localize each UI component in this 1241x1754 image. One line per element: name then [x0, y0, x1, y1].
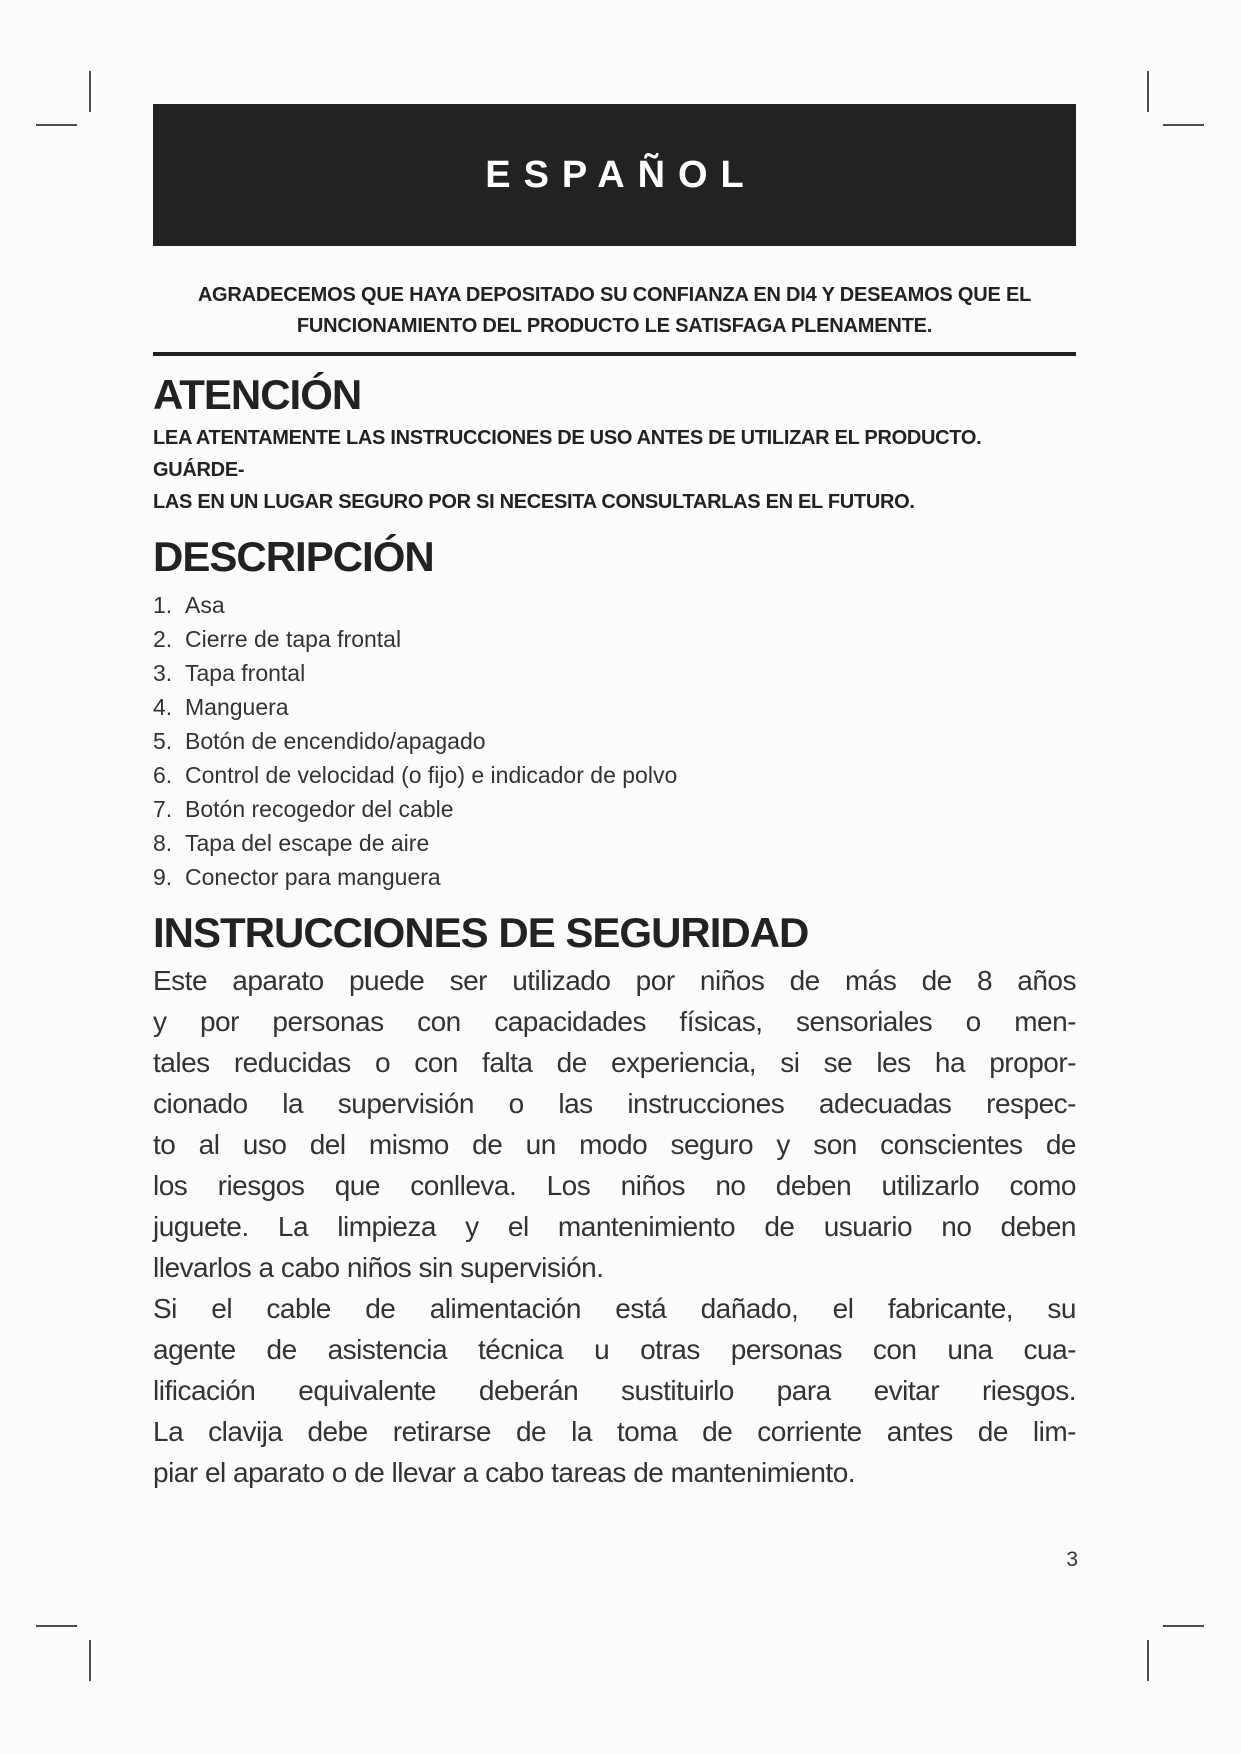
section-title-atencion: ATENCIÓN: [153, 371, 362, 418]
text-line: FUNCIONAMIENTO DEL PRODUCTO LE SATISFAGA PLENAMENTE.: [296, 315, 933, 337]
text-line: llevarlos a cabo niños sin supervisión.: [153, 1252, 604, 1283]
list-item-number: 1.: [153, 592, 173, 618]
list-item-label: Conector para manguera: [185, 864, 441, 890]
list-item-label: Tapa frontal: [185, 660, 306, 686]
page-title: ESPAÑOL: [485, 153, 757, 196]
list-item: [153, 690, 1076, 724]
text-line: Si el cable de alimentación está dañado, el fabricante, su: [153, 1293, 1076, 1324]
list-item-number: 9.: [153, 864, 173, 890]
list-item-number: 6.: [153, 762, 173, 788]
intro-text: [153, 280, 1076, 342]
crop-mark: [1147, 71, 1149, 112]
security-paragraph: [153, 1288, 1076, 1493]
list-item: [153, 656, 1076, 690]
text-line: to al uso del mismo de un modo seguro y son conscientes de: [153, 1129, 1076, 1160]
section-title-descripcion: DESCRIPCIÓN: [153, 533, 434, 580]
list-item: [153, 588, 1076, 622]
text-line: agente de asistencia técnica u otras personas con una cua-: [153, 1334, 1076, 1365]
list-item-number: 7.: [153, 796, 173, 822]
security-paragraph: [153, 960, 1076, 1288]
list-item-label: Botón recogedor del cable: [185, 796, 454, 822]
section-title-seguridad: INSTRUCCIONES DE SEGURIDAD: [153, 909, 809, 956]
text-line: cionado la supervisión o las instrucciones adecuadas respec-: [153, 1088, 1076, 1119]
text-line: lificación equivalente deberán sustituirlo para evitar riesgos.: [153, 1375, 1076, 1406]
text-line: LAS EN UN LUGAR SEGURO POR SI NECESITA CONSULTARLAS EN EL FUTURO.: [153, 491, 915, 513]
crop-mark: [1163, 124, 1204, 126]
list-item-number: 8.: [153, 830, 173, 856]
text-line: Este aparato puede ser utilizado por niños de más de 8 años: [153, 965, 1076, 996]
text-line: y por personas con capacidades físicas, sensoriales o men-: [153, 1006, 1076, 1037]
list-item-number: 2.: [153, 626, 173, 652]
list-item-number: 3.: [153, 660, 173, 686]
page-content: [153, 104, 1076, 1493]
text-line: tales reducidas o con falta de experiencia, si se les ha propor-: [153, 1047, 1076, 1078]
list-item: [153, 724, 1076, 758]
crop-mark: [36, 1625, 77, 1627]
text-line: LEA ATENTAMENTE LAS INSTRUCCIONES DE USO ANTES DE UTILIZAR EL PRODUCTO. GUÁRDE-: [153, 427, 982, 481]
text-line: piar el aparato o de llevar a cabo tareas de mantenimiento.: [153, 1457, 856, 1488]
list-item-label: Tapa del escape de aire: [185, 830, 430, 856]
crop-mark: [89, 1640, 91, 1681]
crop-mark: [1163, 1625, 1204, 1627]
divider-rule: [153, 352, 1076, 356]
language-banner: [153, 104, 1076, 246]
list-item-label: Control de velocidad (o fijo) e indicador de polvo: [185, 762, 678, 788]
list-item: [153, 792, 1076, 826]
list-item-number: 5.: [153, 728, 173, 754]
text-line: AGRADECEMOS QUE HAYA DEPOSITADO SU CONFIANZA EN DI4 Y DESEAMOS QUE EL: [197, 284, 1032, 306]
page-number: 3: [1066, 1548, 1078, 1571]
text-line: juguete. La limpieza y el mantenimiento de usuario no deben: [153, 1211, 1076, 1242]
crop-mark: [36, 124, 77, 126]
crop-mark: [1147, 1640, 1149, 1681]
list-item-label: Manguera: [185, 694, 289, 720]
atencion-text: [153, 422, 1076, 518]
parts-list: [153, 588, 1076, 894]
security-paragraphs: [153, 960, 1076, 1493]
list-item: [153, 758, 1076, 792]
text-line: La clavija debe retirarse de la toma de corriente antes de lim-: [153, 1416, 1076, 1447]
list-item-label: Cierre de tapa frontal: [185, 626, 402, 652]
list-item-label: Botón de encendido/apagado: [185, 728, 486, 754]
list-item: [153, 826, 1076, 860]
list-item-label: Asa: [185, 592, 225, 618]
list-item: [153, 860, 1076, 894]
list-item: [153, 622, 1076, 656]
crop-mark: [89, 71, 91, 112]
text-line: los riesgos que conlleva. Los niños no deben utilizarlo como: [153, 1170, 1076, 1201]
list-item-number: 4.: [153, 694, 173, 720]
